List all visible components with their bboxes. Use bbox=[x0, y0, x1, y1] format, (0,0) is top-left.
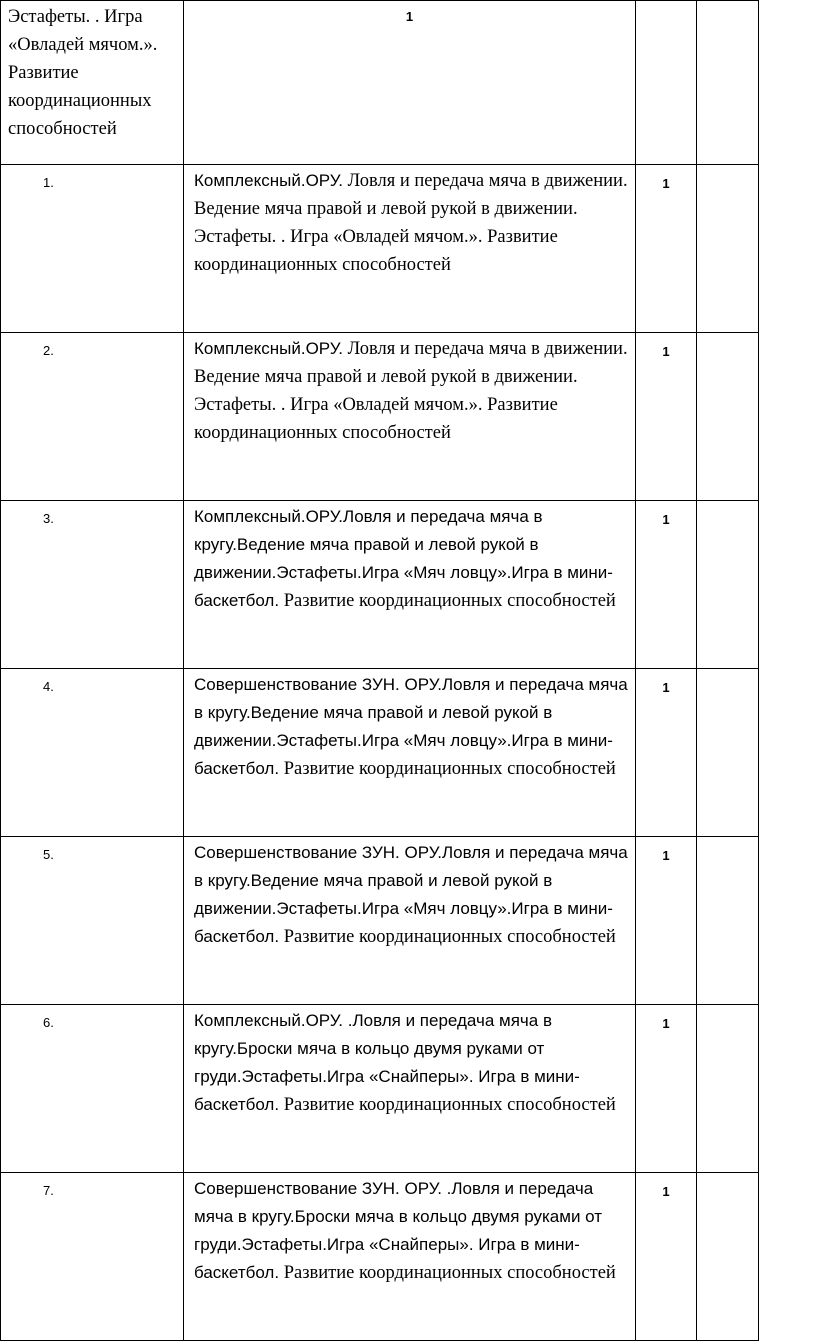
row-topic-cell bbox=[184, 1005, 636, 1173]
row-topic-rest: Развитие координационных способностей bbox=[279, 1095, 616, 1115]
row-topic-cell bbox=[184, 837, 636, 1005]
continuation-topic-cell: Эстафеты. . Игра «Овладей мячом.». Развитие координационных способностей bbox=[1, 1, 184, 165]
row-hours-cell: 1 bbox=[636, 165, 697, 333]
lesson-plan-body bbox=[1, 1, 759, 1341]
row-number-cell: 3. bbox=[1, 501, 184, 669]
row-topic-lead: Комплексный.ОРУ. bbox=[194, 171, 344, 190]
row-topic-cell bbox=[184, 333, 636, 501]
table-row bbox=[1, 837, 759, 1005]
row-topic-lead: Комплексный.ОРУ. .Ловля и передача мяча в кругу.Броски мяча в кольцо двумя руками от груди.Эстафеты.Игра «Снайперы». Игра в мини-баскетбол. bbox=[194, 1011, 580, 1114]
continuation-empty-cell-2 bbox=[697, 1, 759, 165]
row-topic-lead: Совершенствование ЗУН. ОРУ. .Ловля и передача мяча в кругу.Броски мяча в кольцо двумя руками от груди.Эстафеты.Игра «Снайперы». Игра в мини-баскетбол. bbox=[194, 1179, 603, 1282]
row-topic-rest: Развитие координационных способностей bbox=[279, 591, 616, 611]
row-hours-cell: 1 bbox=[636, 501, 697, 669]
row-hours-cell: 1 bbox=[636, 1005, 697, 1173]
row-topic-lead: Совершенствование ЗУН. ОРУ.Ловля и передача мяча в кругу.Ведение мяча правой и левой рукой в движении.Эстафеты.Игра «Мяч ловцу».Игра в мини-баскетбол. bbox=[194, 843, 628, 946]
row-topic-rest: Развитие координационных способностей bbox=[279, 927, 616, 947]
table-row bbox=[1, 669, 759, 837]
row-topic-rest: Развитие координационных способностей bbox=[279, 759, 616, 779]
row-date-plan-cell bbox=[697, 1005, 759, 1173]
row-hours-cell: 1 bbox=[636, 669, 697, 837]
row-number-cell: 6. bbox=[1, 1005, 184, 1173]
row-hours-cell: 1 bbox=[636, 333, 697, 501]
row-topic-rest: Ловля и передача мяча в движении. Ведение мяча правой и левой рукой в движении. Эстафеты. . Игра «Овладей мячом.». Развитие координационных способностей bbox=[194, 171, 628, 275]
row-date-plan-cell bbox=[697, 837, 759, 1005]
row-topic-cell bbox=[184, 501, 636, 669]
row-date-plan-cell bbox=[697, 165, 759, 333]
row-date-plan-cell bbox=[697, 501, 759, 669]
row-topic-lead: Совершенствование ЗУН. ОРУ.Ловля и передача мяча в кругу.Ведение мяча правой и левой рукой в движении.Эстафеты.Игра «Мяч ловцу».Игра в мини-баскетбол. bbox=[194, 675, 628, 778]
row-topic-lead: Комплексный.ОРУ.Ловля и передача мяча в кругу.Ведение мяча правой и левой рукой в движении.Эстафеты.Игра «Мяч ловцу».Игра в мини-баскетбол. bbox=[194, 507, 613, 610]
row-topic-cell bbox=[184, 165, 636, 333]
row-number-cell: 1. bbox=[1, 165, 184, 333]
row-topic-rest: Развитие координационных способностей bbox=[279, 1263, 616, 1283]
table-row bbox=[1, 1005, 759, 1173]
continuation-hours-cell: 1 bbox=[184, 1, 636, 165]
row-date-plan-cell bbox=[697, 333, 759, 501]
row-topic-rest: Ловля и передача мяча в движении. Ведение мяча правой и левой рукой в движении. Эстафеты. . Игра «Овладей мячом.». Развитие координационных способностей bbox=[194, 339, 628, 443]
continuation-empty-cell-1 bbox=[636, 1, 697, 165]
table-row bbox=[1, 333, 759, 501]
row-topic-cell bbox=[184, 669, 636, 837]
row-topic-lead: Комплексный.ОРУ. bbox=[194, 339, 344, 358]
table-row-continuation bbox=[1, 1, 759, 165]
row-hours-cell: 1 bbox=[636, 1173, 697, 1341]
row-number-cell: 2. bbox=[1, 333, 184, 501]
table-row bbox=[1, 165, 759, 333]
row-hours-cell: 1 bbox=[636, 837, 697, 1005]
row-number-cell: 4. bbox=[1, 669, 184, 837]
table-row bbox=[1, 501, 759, 669]
row-number-cell: 7. bbox=[1, 1173, 184, 1341]
row-date-plan-cell bbox=[697, 669, 759, 837]
row-number-cell: 5. bbox=[1, 837, 184, 1005]
